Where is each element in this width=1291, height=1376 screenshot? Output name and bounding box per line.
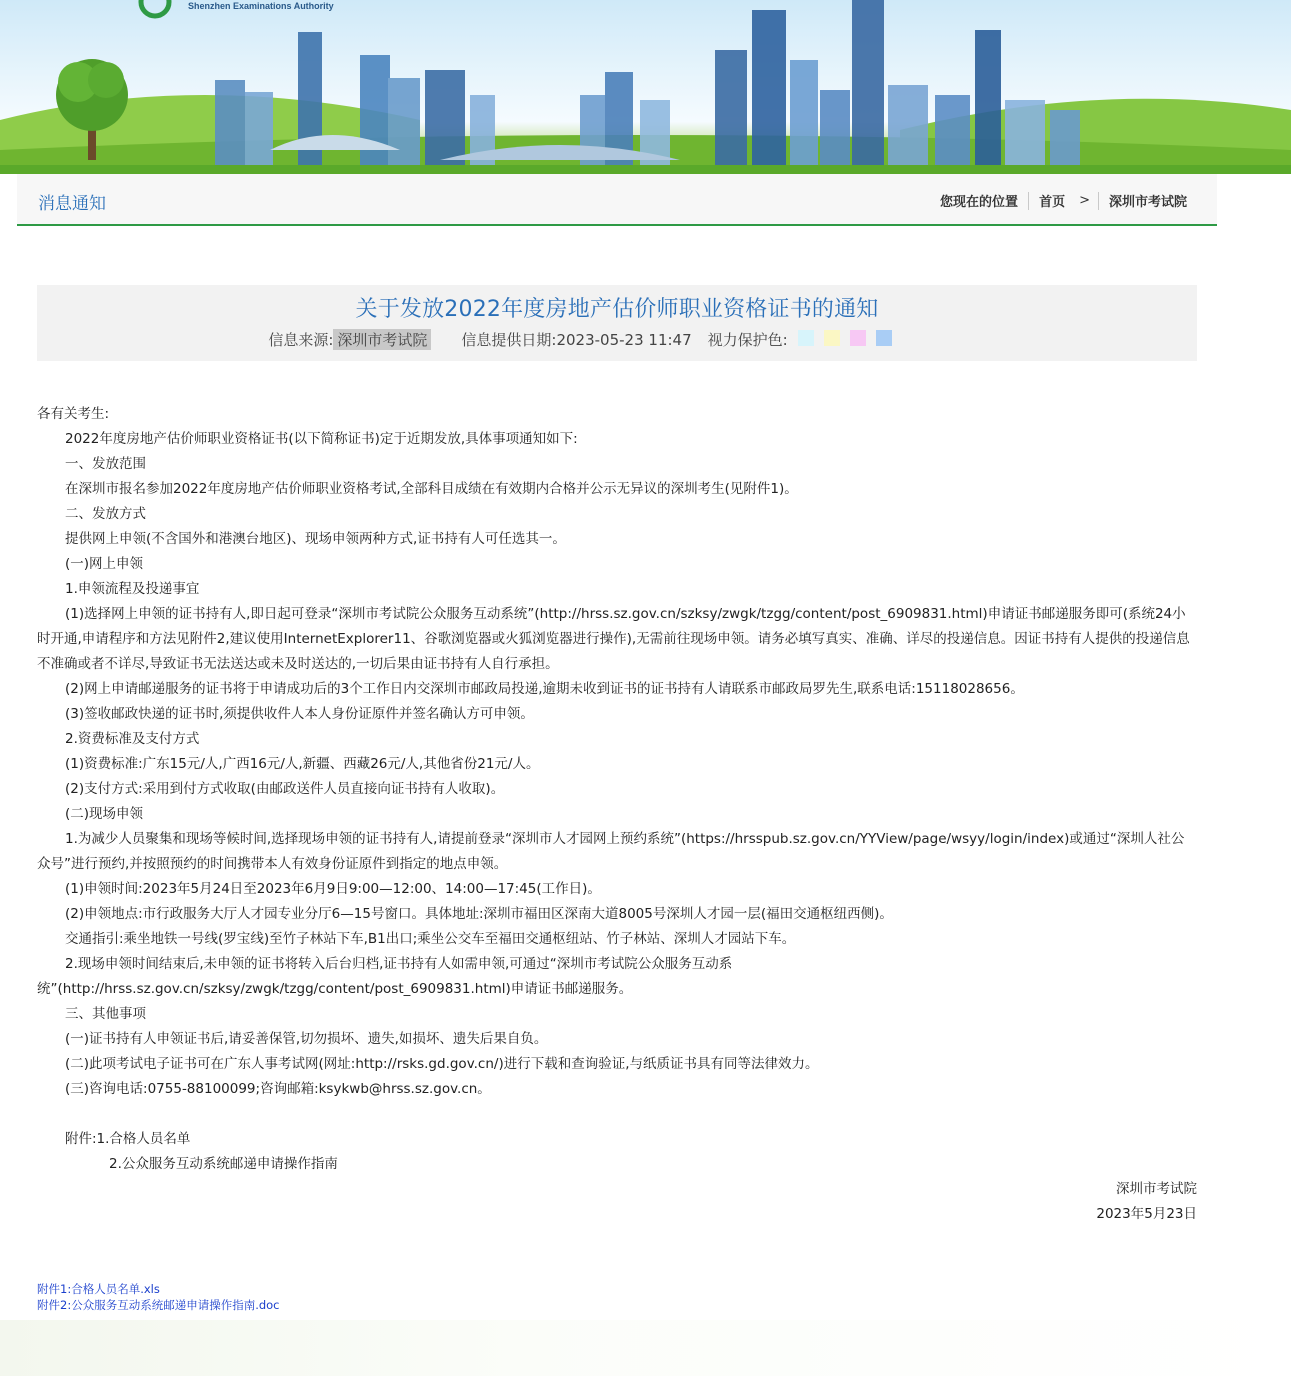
eye-color-swatch-4[interactable] xyxy=(876,330,892,346)
paragraph: (一)证书持有人申领证书后,请妥善保管,切勿损坏、遗失,如损坏、遗失后果自负。 xyxy=(65,1031,548,1047)
paragraph: 1.为减少人员聚集和现场等候时间,选择现场申领的证书持有人,请提前登录“深圳市人才园网上预约系统”(https://hrsspub.sz.gov.cn/YYView/page/wsyy/login/index)或通过“深圳人社公众号”进行预约,并按照预约的时间携带本人有效身份证原件到指定的地点申领。 xyxy=(37,831,1185,872)
sign-date: 2023年5月23日 xyxy=(1096,1206,1197,1222)
paragraph: 各有关考生: xyxy=(37,406,110,422)
eye-color-swatch-3[interactable] xyxy=(850,330,866,346)
paragraph: (3)签收邮政快递的证书时,须提供收件人本人身份证原件并签名确认方可申领。 xyxy=(65,706,534,722)
date-label: 信息提供日期: xyxy=(461,331,557,349)
paragraph: (2)支付方式:采用到付方式收取(由邮政送件人员直接向证书持有人收取)。 xyxy=(65,781,505,797)
breadcrumb-arrow: > xyxy=(1079,193,1090,208)
logo-icon xyxy=(141,0,169,16)
paragraph: 一、发放范围 xyxy=(65,456,146,472)
attachment-link-1[interactable]: 附件1:合格人员名单.xls xyxy=(37,1282,160,1296)
paragraph: (1)选择网上申领的证书持有人,即日起可登录“深圳市考试院公众服务互动系统”(http://hrss.sz.gov.cn/szksy/zwgk/tzgg/content/post_6909831.html)申请证书邮递服务即可(系统24小时开通,申请程序和方法见附件2,建议使用InternetExplorer11、谷歌浏览器或火狐浏览器进行操作),无需前往现场申领。请务必填写真实、准确、详尽的投递信息。因证书持有人提供的投递信息不准确或者不详尽,导致证书无法送达或未及时送达的,一切后果由证书持有人自行承担。 xyxy=(37,606,1190,672)
paragraph: (一)网上申领 xyxy=(65,556,144,572)
paragraph: 提供网上申领(不含国外和港澳台地区)、现场申领两种方式,证书持有人可任选其一。 xyxy=(65,531,566,547)
breadcrumb-location-label: 您现在的位置 xyxy=(940,195,1019,210)
breadcrumb-divider xyxy=(1098,192,1099,210)
date-value: 2023-05-23 11:47 xyxy=(556,330,692,349)
source-label: 信息来源: xyxy=(268,331,334,349)
paragraph: (二)此项考试电子证书可在广东人事考试网(网址:http://rsks.gd.gov.cn/)进行下载和查询验证,与纸质证书具有同等法律效力。 xyxy=(65,1056,819,1072)
paragraph: (三)咨询电话:0755-88100099;咨询邮箱:ksykwb@hrss.sz.gov.cn。 xyxy=(65,1081,491,1097)
breadcrumb-divider xyxy=(1028,192,1029,210)
attachment-link-2[interactable]: 附件2:公众服务互动系统邮递申请操作指南.doc xyxy=(37,1298,280,1312)
city-skyline-illustration xyxy=(0,0,1291,174)
paragraph: (2)网上申请邮递服务的证书将于申请成功后的3个工作日内交深圳市邮政局投递,逾期未收到证书的证书持有人请联系市邮政局罗先生,联系电话:15118028656。 xyxy=(65,681,1024,697)
section-title: 消息通知 xyxy=(38,194,106,214)
paragraph: 三、其他事项 xyxy=(65,1006,146,1022)
attachment-note: 附件:1.合格人员名单 xyxy=(65,1131,191,1147)
attachment-note: 2.公众服务互动系统邮递申请操作指南 xyxy=(109,1156,338,1172)
breadcrumb xyxy=(940,191,1187,210)
paragraph: 2022年度房地产估价师职业资格证书(以下简称证书)定于近期发放,具体事项通知如下: xyxy=(65,431,578,447)
article-title: 关于发放2022年度房地产估价师职业资格证书的通知 xyxy=(355,297,879,322)
paragraph: 2.资费标准及支付方式 xyxy=(65,731,200,747)
source-value: 深圳市考试院 xyxy=(333,329,431,350)
paragraph: 交通指引:乘坐地铁一号线(罗宝线)至竹子林站下车,B1出口;乘坐公交车至福田交通枢纽站、竹子林站、深圳人才园站下车。 xyxy=(65,931,796,947)
eye-protection-label: 视力保护色: xyxy=(707,331,788,349)
logo-text: Shenzhen Examinations Authority xyxy=(188,1,334,11)
signature: 深圳市考试院 xyxy=(1116,1181,1197,1197)
article-body xyxy=(37,402,1197,1227)
header-banner xyxy=(0,0,1291,174)
subheader-bar xyxy=(17,174,1217,226)
paragraph: (二)现场申领 xyxy=(65,806,144,822)
footer-decoration xyxy=(0,1320,1291,1376)
eye-color-swatch-1[interactable] xyxy=(798,330,814,346)
attachment-links xyxy=(37,1281,280,1313)
paragraph: (1)申领时间:2023年5月24日至2023年6月9日9:00—12:00、14:00—17:45(工作日)。 xyxy=(65,881,601,897)
breadcrumb-home-link[interactable]: 首页 xyxy=(1039,195,1066,210)
article-meta xyxy=(0,329,1160,350)
paragraph: 2.现场申领时间结束后,未申领的证书将转入后台归档,证书持有人如需申领,可通过“深圳市考试院公众服务互动系统”(http://hrss.sz.gov.cn/szksy/zwgk/tzgg/content/post_6909831.html)申请证书邮递服务。 xyxy=(37,956,733,997)
paragraph: (1)资费标准:广东15元/人,广西16元/人,新疆、西藏26元/人,其他省份21元/人。 xyxy=(65,756,540,772)
eye-protection-colors xyxy=(788,330,892,350)
eye-color-swatch-2[interactable] xyxy=(824,330,840,346)
article-header xyxy=(37,285,1197,361)
paragraph: (2)申领地点:市行政服务大厅人才园专业分厅6—15号窗口。具体地址:深圳市福田区深南大道8005号深圳人才园一层(福田交通枢纽西侧)。 xyxy=(65,906,893,922)
paragraph: 在深圳市报名参加2022年度房地产估价师职业资格考试,全部科目成绩在有效期内合格并公示无异议的深圳考生(见附件1)。 xyxy=(65,481,798,497)
paragraph: 二、发放方式 xyxy=(65,506,146,522)
paragraph: 1.申领流程及投递事宜 xyxy=(65,581,200,597)
breadcrumb-current-link[interactable]: 深圳市考试院 xyxy=(1108,195,1187,210)
